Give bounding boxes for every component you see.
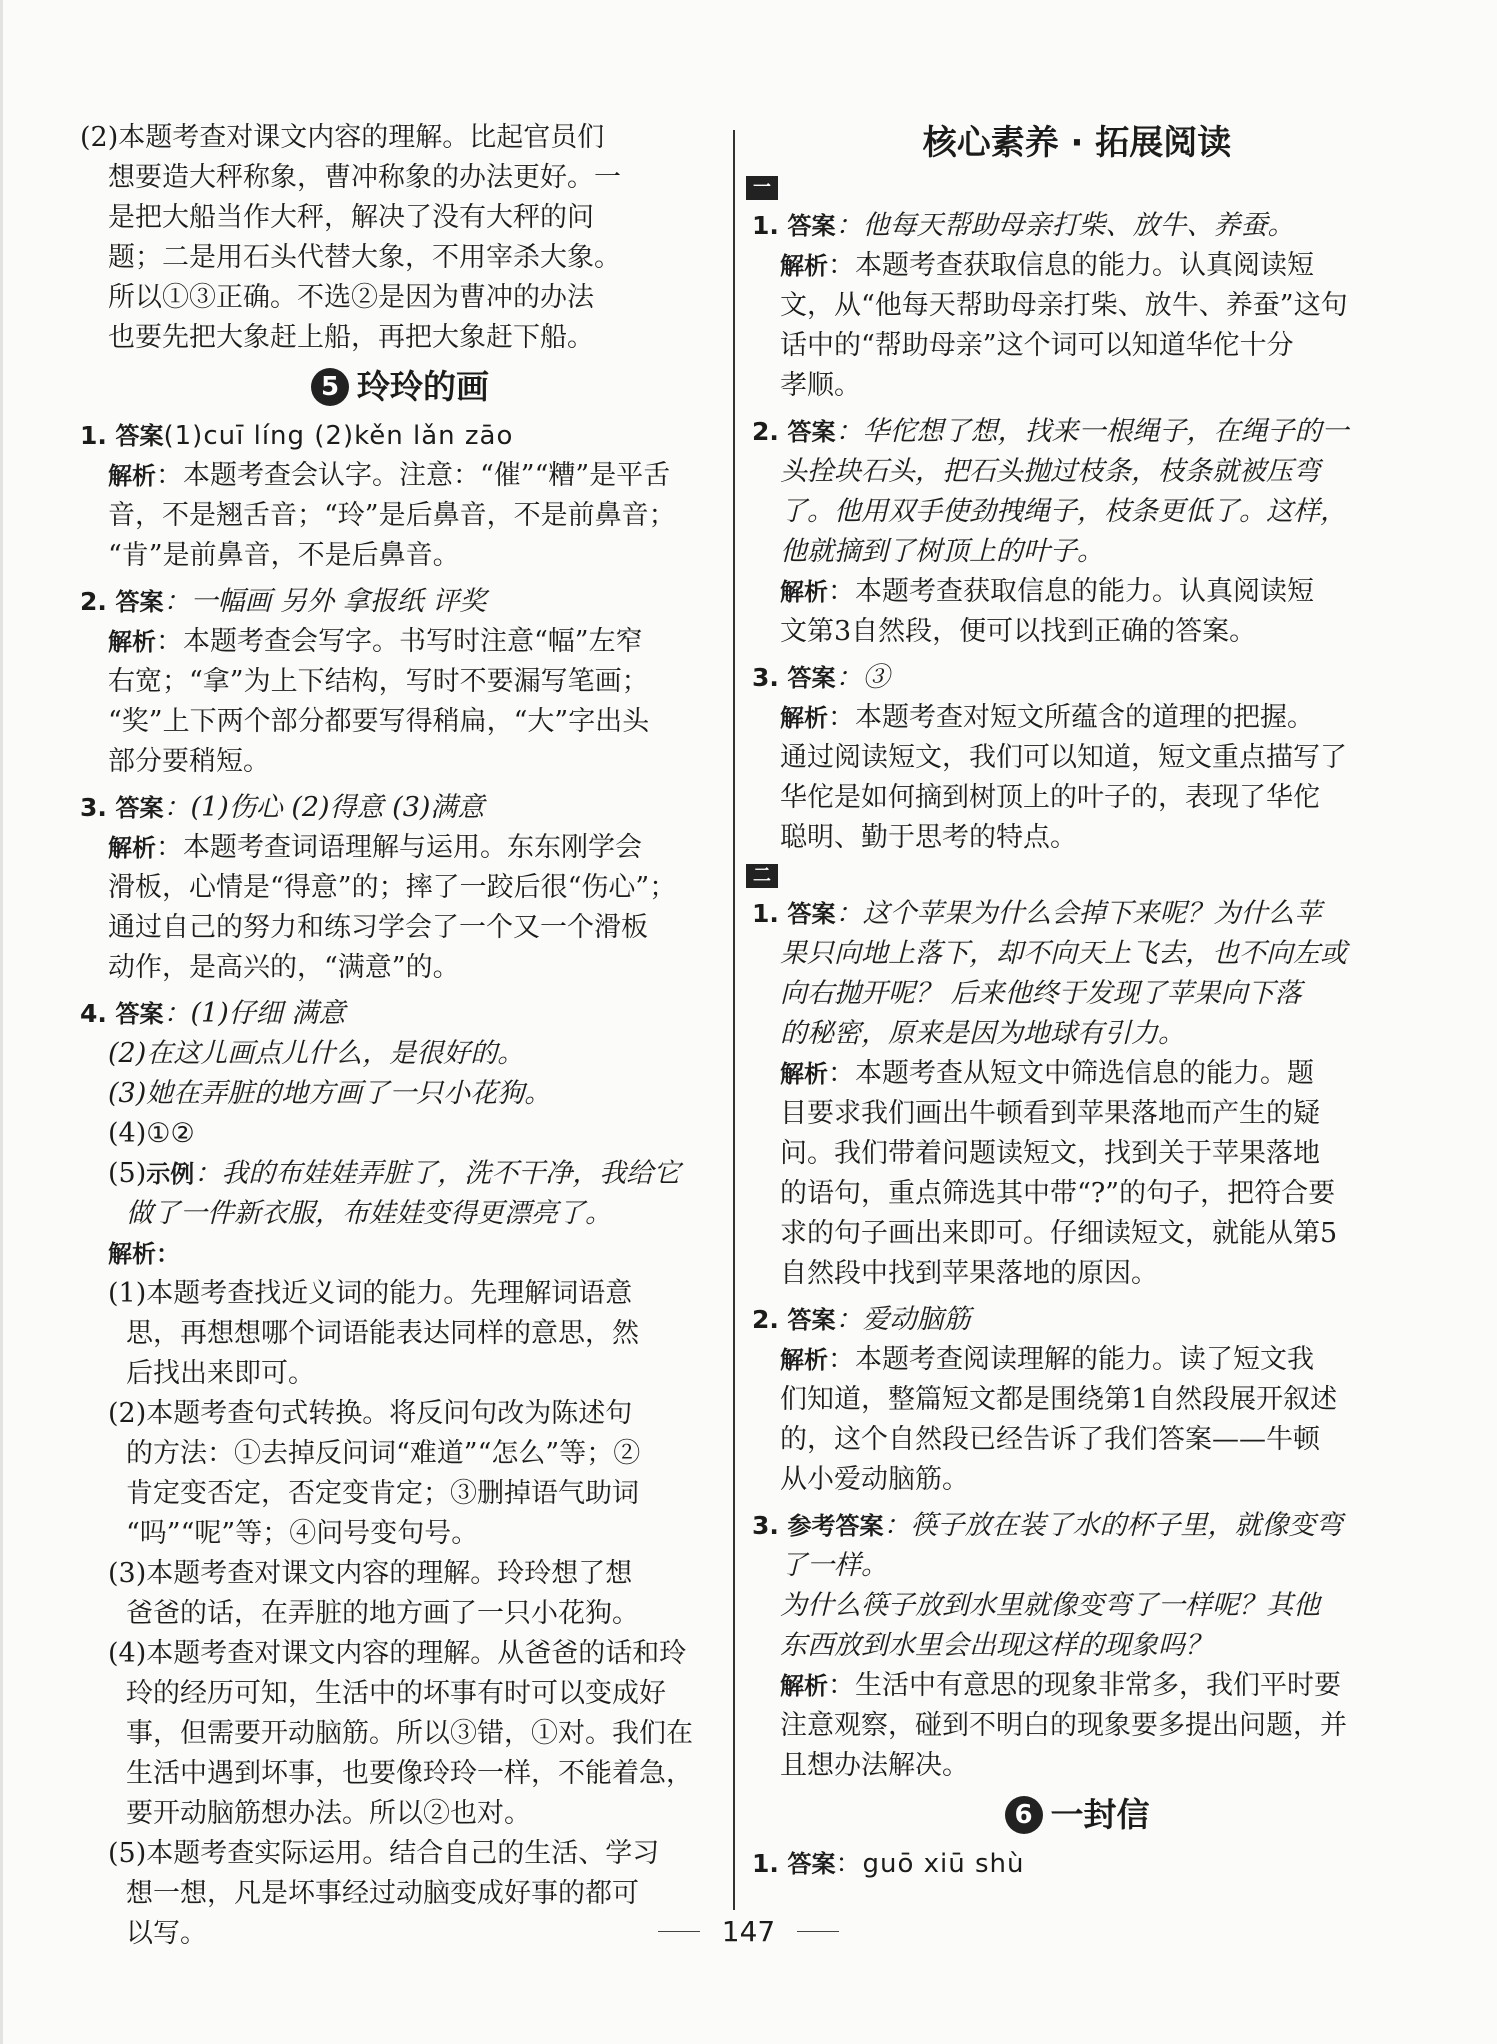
- answer-text: ：他每天帮助母亲打柴、放牛、养蚕。: [835, 210, 1295, 241]
- analysis-tag: 解析: [780, 578, 828, 606]
- column-divider: [733, 130, 735, 1910]
- answer-text: ：(1)仔细 满意: [163, 998, 346, 1029]
- analysis-text: 文，从“他每天帮助母亲打柴、放牛、养蚕”这句: [780, 290, 1348, 321]
- answer-text: 果只向地上落下，却不向天上飞去，也不向左或: [780, 938, 1347, 969]
- analysis-text: 事，但需要开动脑筋。所以③错，①对。我们在: [126, 1718, 693, 1749]
- answer-text: ：爱动脑筋: [835, 1304, 971, 1335]
- analysis-text: ：本题考查对短文所蕴含的道理的把握。: [828, 702, 1314, 733]
- analysis-tag: 解析: [108, 628, 156, 656]
- intro-block: [80, 118, 720, 358]
- analysis-text: 话中的“帮助母亲”这个词可以知道华佗十分: [780, 330, 1294, 361]
- analysis-tag: 解析: [780, 252, 828, 280]
- example-text: 做了一件新衣服，布娃娃变得更漂亮了。: [126, 1198, 612, 1229]
- analysis-text: 的方法：①去掉反问词“难道”“怎么”等；②: [126, 1438, 641, 1469]
- question-number: 2.: [80, 587, 107, 616]
- analysis-text: 聪明、勤于思考的特点。: [780, 822, 1077, 853]
- analysis-text: (1)本题考查找近义词的能力。先理解词语意: [108, 1278, 633, 1309]
- example-prefix: (5): [108, 1158, 147, 1189]
- analysis-text: 孝顺。: [780, 370, 861, 401]
- analysis-text: 爸爸的话，在弄脏的地方画了一只小花狗。: [126, 1598, 639, 1629]
- lesson-5-heading: [80, 364, 720, 410]
- question-number: 3.: [752, 1511, 779, 1540]
- question-number: 3.: [752, 663, 779, 692]
- answer-text: ：guō xiū shù: [835, 1849, 1025, 1879]
- analysis-text: ：本题考查从短文中筛选信息的能力。题: [828, 1058, 1314, 1089]
- intro-line: 所以①③正确。不选②是因为曹冲的办法: [108, 282, 594, 313]
- analysis-tag: 解析: [780, 1060, 828, 1088]
- answer-text: 东西放到水里会出现这样的现象吗？: [780, 1630, 1212, 1661]
- answer-tag: 参考答案: [787, 1512, 884, 1540]
- intro-line: 也要先把大象赶上船，再把大象赶下船。: [108, 322, 594, 353]
- answer-tag: 答案: [787, 212, 836, 240]
- footer-dash: [797, 1931, 839, 1932]
- question-number: 1.: [752, 1849, 779, 1878]
- analysis-text: 求的句子画出来即可。仔细读短文，就能从第5: [780, 1218, 1338, 1249]
- analysis-text: 目要求我们画出牛顿看到苹果落地而产生的疑: [780, 1098, 1320, 1129]
- answer-text: 了一样。: [780, 1550, 888, 1581]
- answer-text: 的秘密，原来是因为地球有引力。: [780, 1018, 1185, 1049]
- analysis-tag: 解析: [780, 1346, 828, 1374]
- answer-tag: 答案: [115, 588, 164, 616]
- answer-text: 了。他用双手使劲拽绳子，枝条更低了。这样，: [780, 496, 1347, 527]
- analysis-text: 注意观察，碰到不明白的现象要多提出问题，并: [780, 1710, 1347, 1741]
- lesson-number-badge: 5: [311, 368, 349, 406]
- section-title: 核心素养 · 拓展阅读: [922, 123, 1232, 163]
- analysis-text: 想一想，凡是坏事经过动脑变成好事的都可: [126, 1878, 639, 1909]
- lesson-title: 玲玲的画: [357, 367, 489, 406]
- question-1: [80, 416, 720, 576]
- intro-line: 是把大船当作大秤，解决了没有大秤的问: [108, 202, 594, 233]
- analysis-text: ：本题考查阅读理解的能力。读了短文我: [828, 1344, 1314, 1375]
- question-number: 2.: [752, 417, 779, 446]
- analysis-text: 肯定变否定，否定变肯定；③删掉语气助词: [126, 1478, 639, 1509]
- analysis-text: 要开动脑筋想办法。所以②也对。: [126, 1798, 531, 1829]
- answer-text: (1)cuī líng (2)kěn lǎn zāo: [163, 421, 514, 451]
- analysis-text: 以写。: [126, 1918, 207, 1949]
- analysis-text: 思，再想想哪个词语能表达同样的意思，然: [126, 1318, 639, 1349]
- lesson-6-heading: [752, 1792, 1402, 1838]
- question-4: [80, 994, 720, 1954]
- analysis-text: (5)本题考查实际运用。结合自己的生活、学习: [108, 1838, 660, 1869]
- analysis-text: 从小爱动脑筋。: [780, 1464, 969, 1495]
- answer-tag: 答案: [787, 1850, 836, 1878]
- part-1-marker: 一: [746, 176, 778, 200]
- analysis-text: 们知道，整篇短文都是围绕第1自然段展开叙述: [780, 1384, 1338, 1415]
- analysis-text: 华佗是如何摘到树顶上的叶子的，表现了华佗: [780, 782, 1320, 813]
- analysis-text: (2)本题考查句式转换。将反问句改为陈述句: [108, 1398, 633, 1429]
- analysis-text: 的语句，重点筛选其中带“?”的句子，把符合要: [780, 1178, 1336, 1209]
- answer-tag: 答案: [115, 1000, 164, 1028]
- question-number: 4.: [80, 999, 107, 1028]
- part-2-marker: 二: [746, 864, 778, 888]
- analysis-text: 文第3自然段，便可以找到正确的答案。: [780, 616, 1257, 647]
- lesson-number-badge: 6: [1005, 1796, 1043, 1834]
- reading-2-question-3: [752, 1506, 1402, 1786]
- analysis-text: 动作，是高兴的，“满意”的。: [108, 952, 460, 983]
- answer-text: 向右抛开呢？ 后来他终于发现了苹果向下落: [780, 978, 1302, 1009]
- analysis-text: “奖”上下两个部分都要写得稍扁，“大”字出头: [108, 706, 650, 737]
- example-tag: 示例: [146, 1160, 195, 1188]
- reading-1-question-3: [752, 658, 1402, 858]
- analysis-text: 的，这个自然段已经告诉了我们答案——牛顿: [780, 1424, 1320, 1455]
- analysis-text: 且想办法解决。: [780, 1750, 969, 1781]
- page-footer: [0, 1915, 1497, 1948]
- question-number: 1.: [752, 211, 779, 240]
- analysis-text: 右宽；“拿”为上下结构，写时不要漏写笔画；: [108, 666, 649, 697]
- analysis-text: 部分要稍短。: [108, 746, 270, 777]
- analysis-tag: 解析：: [108, 1240, 180, 1268]
- answer-tag: 答案: [115, 422, 164, 450]
- question-number: 2.: [752, 1305, 779, 1334]
- page-number: 147: [721, 1915, 776, 1948]
- analysis-text: 通过阅读短文，我们可以知道，短文重点描写了: [780, 742, 1347, 773]
- answer-tag: 答案: [787, 418, 836, 446]
- reading-2-question-2: [752, 1300, 1402, 1500]
- example-text: ：我的布娃娃弄脏了，洗不干净，我给它: [194, 1158, 681, 1189]
- answer-sub: (2)在这儿画点儿什么，是很好的。: [108, 1038, 525, 1069]
- question-2: [80, 582, 720, 782]
- intro-line: 题；二是用石头代替大象，不用宰杀大象。: [108, 242, 621, 273]
- analysis-text: 生活中遇到坏事，也要像玲玲一样，不能着急，: [126, 1758, 693, 1789]
- analysis-text: ：本题考查获取信息的能力。认真阅读短: [828, 250, 1314, 281]
- analysis-text: ：本题考查会写字。书写时注意“幅”左窄: [156, 626, 643, 657]
- reading-1-question-1: [752, 206, 1402, 406]
- question-3: [80, 788, 720, 988]
- analysis-text: 后找出来即可。: [126, 1358, 315, 1389]
- answer-tag: 答案: [787, 664, 836, 692]
- answer-text: ：(1)伤心 (2)得意 (3)满意: [163, 792, 485, 823]
- footer-dash: [658, 1931, 700, 1932]
- intro-line: 想要造大秤称象，曹冲称象的办法更好。一: [108, 162, 621, 193]
- question-number: 1.: [752, 899, 779, 928]
- analysis-text: 问。我们带着问题读短文，找到关于苹果落地: [780, 1138, 1320, 1169]
- analysis-text: 滑板，心情是“得意”的；摔了一跤后很“伤心”；: [108, 872, 677, 903]
- analysis-text: (4)本题考查对课文内容的理解。从爸爸的话和玲: [108, 1638, 687, 1669]
- analysis-text: (3)本题考查对课文内容的理解。玲玲想了想: [108, 1558, 633, 1589]
- answer-text: 为什么筷子放到水里就像变弯了一样呢？其他: [780, 1590, 1320, 1621]
- analysis-tag: 解析: [108, 834, 156, 862]
- analysis-text: ：本题考查会认字。注意：“催”“糟”是平舌: [156, 460, 671, 491]
- analysis-text: 自然段中找到苹果落地的原因。: [780, 1258, 1158, 1289]
- answer-text: ：这个苹果为什么会掉下来呢？为什么苹: [835, 898, 1322, 929]
- reading-1-question-2: [752, 412, 1402, 652]
- answer-text: ：筷子放在装了水的杯子里，就像变弯: [883, 1510, 1343, 1541]
- intro-line: (2)本题考查对课文内容的理解。比起官员们: [80, 122, 605, 153]
- analysis-text: ：生活中有意思的现象非常多，我们平时要: [828, 1670, 1341, 1701]
- analysis-text: 玲的经历可知，生活中的坏事有时可以变成好: [126, 1678, 666, 1709]
- answer-text: ：一幅画 另外 拿报纸 评奖: [163, 586, 487, 617]
- right-column: [752, 118, 1402, 1890]
- answer-text: 头拴块石头，把石头抛过枝条，枝条就被压弯: [780, 456, 1320, 487]
- analysis-text: “肯”是前鼻音，不是后鼻音。: [108, 540, 460, 571]
- analysis-text: ：本题考查获取信息的能力。认真阅读短: [828, 576, 1314, 607]
- answer-text: 他就摘到了树顶上的叶子。: [780, 536, 1104, 567]
- reading-2-question-1: [752, 894, 1402, 1294]
- analysis-tag: 解析: [108, 462, 156, 490]
- answer-sub: (4)①②: [108, 1118, 195, 1149]
- analysis-text: 音，不是翘舌音；“玲”是后鼻音，不是前鼻音；: [108, 500, 676, 531]
- answer-text: ：华佗想了想，找来一根绳子，在绳子的一: [835, 416, 1349, 447]
- analysis-tag: 解析: [780, 704, 828, 732]
- answer-tag: 答案: [787, 900, 836, 928]
- lesson-6-question-1: [752, 1844, 1402, 1884]
- answer-tag: 答案: [787, 1306, 836, 1334]
- analysis-text: 通过自己的努力和练习学会了一个又一个滑板: [108, 912, 648, 943]
- left-column: [80, 118, 720, 1960]
- analysis-tag: 解析: [780, 1672, 828, 1700]
- analysis-text: “吗”“呢”等；④问号变句号。: [126, 1518, 479, 1549]
- analysis-text: ：本题考查词语理解与运用。东东刚学会: [156, 832, 642, 863]
- lesson-title: 一封信: [1050, 1795, 1150, 1834]
- answer-tag: 答案: [115, 794, 164, 822]
- answer-sub: (3)她在弄脏的地方画了一只小花狗。: [108, 1078, 552, 1109]
- answer-text: ：③: [835, 662, 890, 693]
- question-number: 1.: [80, 421, 107, 450]
- question-number: 3.: [80, 793, 107, 822]
